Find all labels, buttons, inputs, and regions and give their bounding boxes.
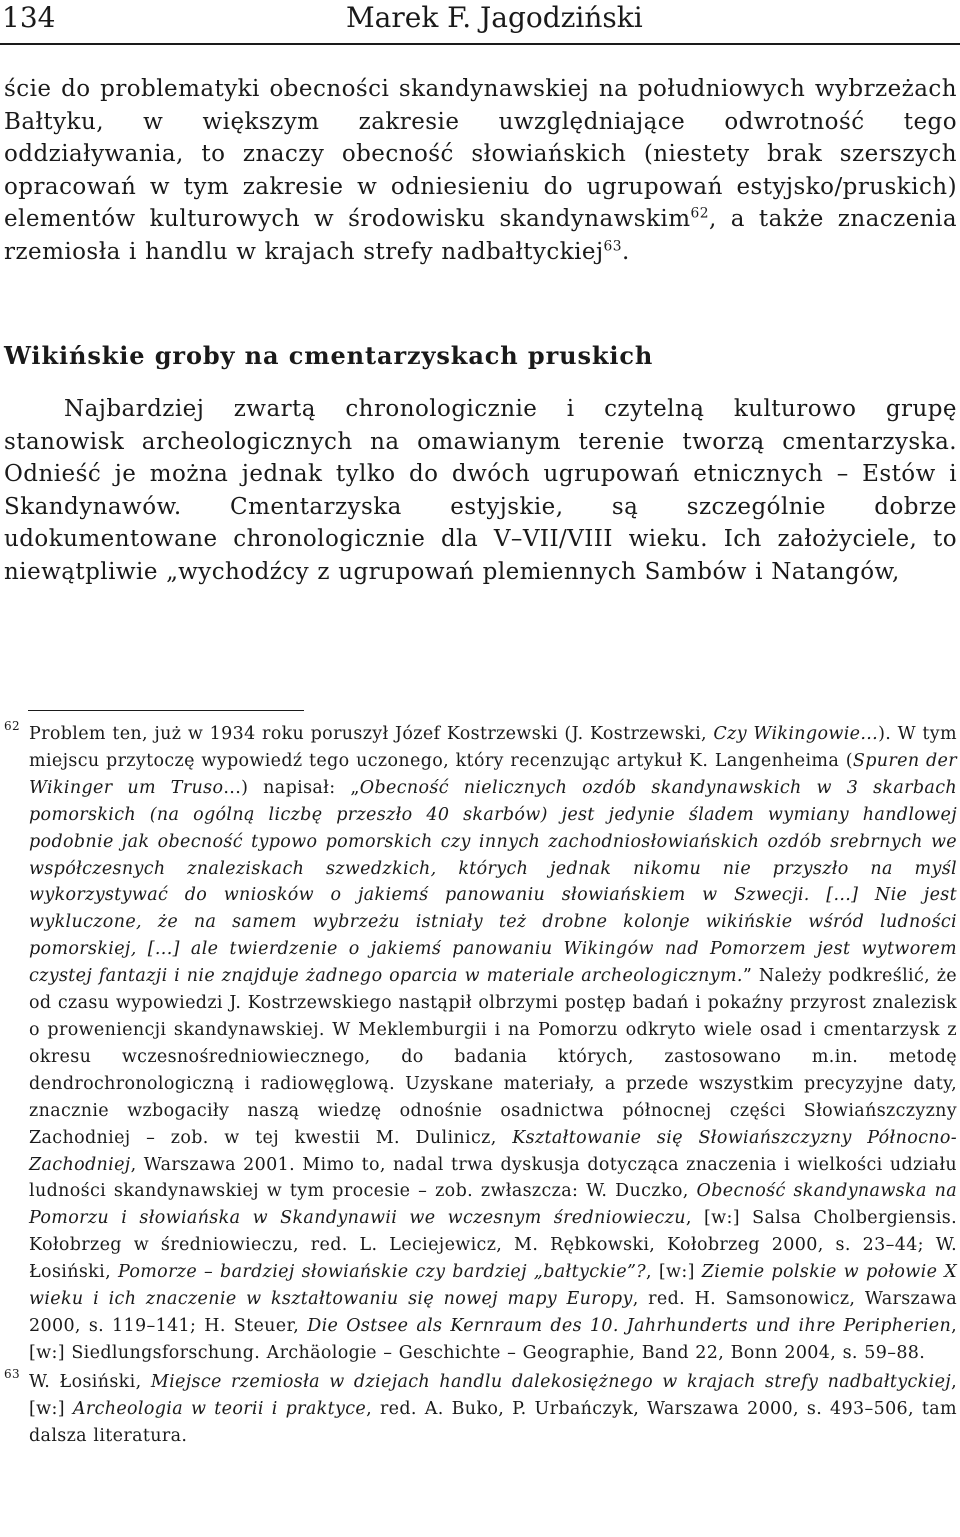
body-paragraph-2 [4, 393, 957, 588]
footnote-text-segment: , Warszawa 2001. Mimo to, nadal trwa dyskusja dotycząca znaczenia i wielkości udziału ludności skandynawskiej w tym procesie – zob. zwłaszcza: W. Duczko, [29, 1154, 957, 1202]
section-heading: Wikińskie groby na cmentarzyskach pruskich [4, 341, 654, 370]
footnote-body [29, 724, 957, 1363]
footnote-text-segment: ...) napisał: „ [223, 777, 360, 798]
footnote-ref-62: 62 [690, 205, 709, 222]
footnote-text-segment: W. Łosiński, [29, 1371, 151, 1392]
footnote-number: 63 [4, 1366, 20, 1381]
footnote-text-segment: , [w:] [29, 1371, 957, 1419]
footnote-text-segment: ” Należy podkreślić, że od czasu wypowiedzi J. Kostrzewskiego nastąpił olbrzymi postęp badań i pokaźny przyrost znalezisk o proweniencji skandynawskiej. W Meklemburgii i na Pomorzu odkryto wiele osad i cmentarzysk z okresu wczesnośredniowiecznego, do badania których, zastosowano m.in. metodę dendrochronologiczną i radiowęglową. Uzyskane materiały, a przede wszystkim precyzyjne daty, znacznie wzbogaciły naszą wiedzę odnośnie osadnictwa północnej części Słowiańszczyzny Zachodniej – zob. w tej kwestii M. Dulinicz, [29, 966, 957, 1148]
running-head-author: Marek F. Jagodziński [346, 1, 643, 34]
footnote-italic-segment: Czy Wikingowie... [713, 724, 879, 744]
footnote-italic-segment: Obecność nielicznych ozdób skandynawskich w 3 skarbach pomorskich (na ogólną liczbę przeszło 40 skarbów) jest jedynie śladem wymiany handlowej podobnie jak obecność typowo pomorskich czy innych zachodniosłowiańskich ozdób srebrnych we współczesnych znaleziskach szwedzkich, których jednak nikomu nie przyszło na myśl wykorzystywać do wniosków o jakiemś panowaniu słowiańskiem w Szwecji. [...] Nie jest wykluczone, że na samem wybrzeżu istniały też drobne kolonje wikińskie wśród ludności pomorskiej, [...] ale twierdzenie o jakiemś panowaniu Wikingów nad Pomorzem jest wytworem czystej fantazji i nie znajduje żadnego oparcia w materiale archeologicznym. [29, 777, 957, 987]
paragraph-1-text-c: . [622, 238, 630, 265]
footnotes [4, 721, 957, 1449]
footnote-63 [4, 1366, 957, 1450]
paragraph-2-text: Najbardziej zwartą chronologicznie i czytelną kulturowo grupę stanowisk archeologicznych na omawianym terenie tworzą cmentarzyska. Odnieść je można jednak tylko do dwóch ugrupowań etnicznych – Estów i Skandynawów. Cmentarzyska estyjskie, są szczególnie dobrze udokumentowane chronologicznie dla V–VII/VIII wieku. Ich założyciele, to niewątpliwie „wychodźcy z ugrupowań plemiennych Sambów i Natangów, [4, 396, 957, 585]
footnote-italic-segment: Pomorze – bardziej słowiańskie czy bardziej „bałtyckie”? [117, 1262, 646, 1283]
running-header [0, 0, 960, 48]
footnote-text-segment: Problem ten, już w 1934 roku poruszył Józef Kostrzewski (J. Kostrzewski, [29, 724, 714, 744]
footnote-italic-segment: Spuren der Wikinger um Truso [29, 750, 957, 798]
footnote-number: 62 [4, 719, 20, 733]
footnote-text-segment: , [w:] Siedlungsforschung. Archäologie – Geschichte – Geographie, Band 22, Bonn 2004, s. 59–88. [29, 1315, 958, 1363]
footnote-text-segment: , [w:] [646, 1262, 702, 1283]
footnote-italic-segment: Die Ostsee als Kernraum des 10. Jahrhunderts und ihre Peripherien [307, 1315, 952, 1336]
footnote-separator [28, 710, 304, 711]
footnote-italic-segment: Ziemie polskie w połowie X wieku i ich znaczenie w kształtowaniu się nowej mapy Europy [29, 1262, 958, 1310]
footnote-italic-segment: Obecność skandynawska na Pomorzu i słowiańska w Skandynawii we wczesnym średniowieczu [29, 1181, 957, 1229]
footnote-text-segment: , [w:] Salsa Cholbergiensis. Kołobrzeg w średniowieczu, red. L. Leciejewicz, M. Rębkowski, Kołobrzeg 2000, s. 23–44; W. Łosiński, [29, 1208, 958, 1283]
paragraph-1-text-b: , a także znaczenia rzemiosła i handlu w krajach strefy nadbałtyckiej [4, 206, 957, 265]
footnote-italic-segment: Kształtowanie się Słowiańszczyzny Północno-Zachodniej [29, 1127, 958, 1175]
header-rule [0, 43, 960, 45]
footnote-body [29, 1372, 957, 1446]
footnote-62 [4, 721, 957, 1367]
body-paragraph-1 [4, 73, 957, 268]
footnote-ref-63: 63 [603, 237, 623, 254]
footnote-italic-segment: Archeologia w teorii i praktyce [72, 1398, 367, 1419]
paragraph-1-text: ście do problematyki obecności skandynawskiej na południowych wybrzeżach Bałtyku, w większym zakresie uwzględniające odwrotność tego oddziaływania, to znaczy obecność słowiańskich (niestety brak szerszych opracowań w tym zakresie w odniesieniu do ugrupowań estyjsko/pruskich) elementów kulturowych w środowisku skandynawskim [4, 76, 957, 232]
footnote-text-segment: , red. A. Buko, P. Urbańczyk, Warszawa 2000, s. 493–506, tam dalsza literatura. [29, 1398, 957, 1446]
footnote-text-segment: , red. H. Samsonowicz, Warszawa 2000, s. 119–141; H. Steuer, [29, 1289, 957, 1336]
footnote-italic-segment: Miejsce rzemiosła w dziejach handlu dalekosiężnego w krajach strefy nadbałtyckiej [150, 1371, 952, 1392]
footnote-text-segment: ). W tym miejscu przytoczę wypowiedź tego uczonego, który recenzując artykuł K. Langenheima ( [29, 724, 957, 771]
page-number: 134 [2, 1, 56, 34]
